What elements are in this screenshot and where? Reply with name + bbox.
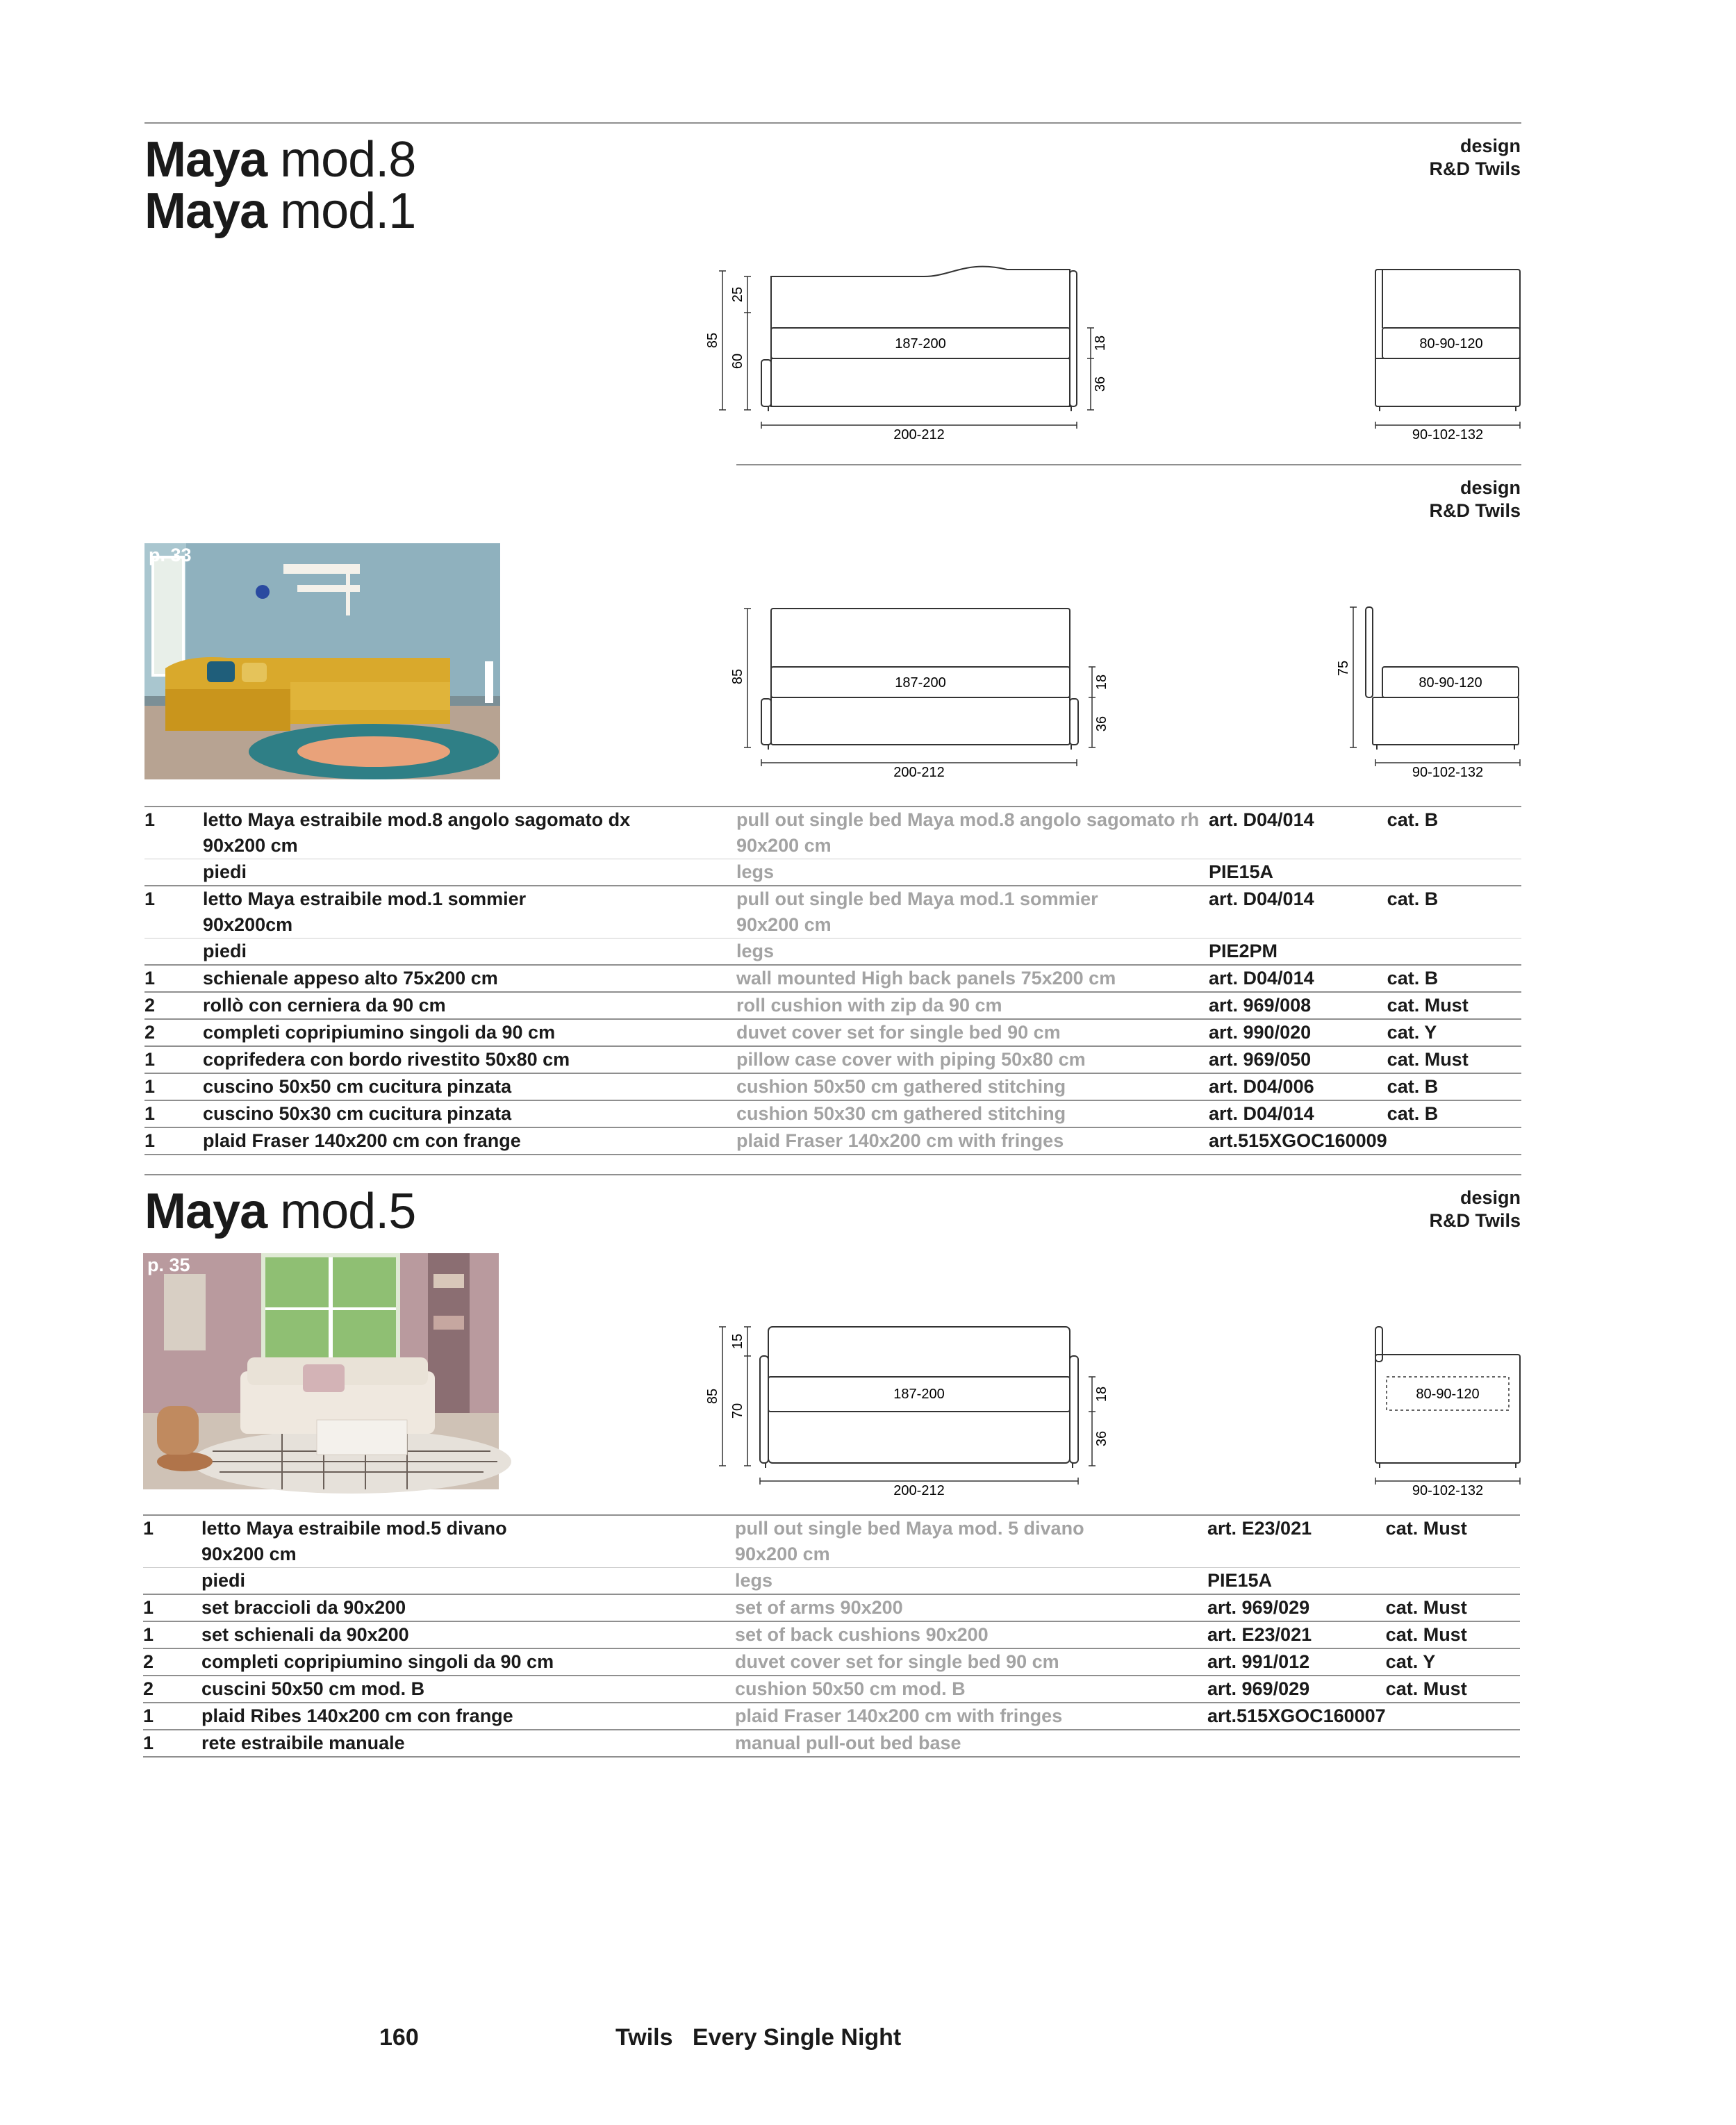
cell-cat: cat. Must bbox=[1386, 1515, 1520, 1541]
mod1-side-drawing bbox=[1336, 602, 1528, 782]
cell-it: cuscino 50x50 cm cucitura pinzata bbox=[203, 1073, 736, 1100]
cell-cat: cat. Must bbox=[1387, 992, 1521, 1019]
dim-side-inner-width: 80-90-120 bbox=[1416, 1387, 1480, 1402]
table-row bbox=[144, 859, 1521, 886]
cell-qty: 1 bbox=[143, 1730, 201, 1757]
cell-art: PIE15A bbox=[1207, 1568, 1386, 1595]
cell-cat: cat. B bbox=[1387, 886, 1521, 912]
cell-art: PIE15A bbox=[1209, 859, 1387, 886]
cell-art: art. D04/014 bbox=[1209, 965, 1387, 992]
dim-outer-width: 200-212 bbox=[893, 765, 945, 780]
cell-it: letto Maya estraibile mod.1 sommier bbox=[203, 886, 736, 912]
cell-art: art. D04/014 bbox=[1209, 1100, 1387, 1127]
cell-it: coprifedera con bordo rivestito 50x80 cm bbox=[203, 1046, 736, 1073]
table-row bbox=[143, 1703, 1520, 1730]
cell-qty: 1 bbox=[144, 1046, 203, 1073]
cell-cat: cat. B bbox=[1387, 1073, 1521, 1100]
spec-table-mod8-mod1 bbox=[144, 806, 1521, 1155]
cell-art: art. 969/029 bbox=[1207, 1594, 1386, 1621]
dim-h-top: 15 bbox=[730, 1333, 745, 1350]
cell-it: rollò con cerniera da 90 cm bbox=[203, 992, 736, 1019]
cell-art: art. D04/014 bbox=[1209, 886, 1387, 912]
cell-cat bbox=[1386, 1730, 1520, 1757]
table-row bbox=[144, 886, 1521, 912]
cell-en: pull out single bed Maya mod. 5 divano bbox=[735, 1515, 1207, 1541]
dim-side-inner-width: 80-90-120 bbox=[1419, 675, 1482, 691]
cell-cat bbox=[1386, 1568, 1520, 1595]
cell-en: 90x200 cm bbox=[736, 914, 832, 935]
table-row bbox=[143, 1541, 1520, 1568]
cell-qty: 1 bbox=[143, 1594, 201, 1621]
cell-art: art. E23/021 bbox=[1207, 1515, 1386, 1541]
footer-brand bbox=[615, 2024, 901, 2051]
cell-en: manual pull-out bed base bbox=[735, 1730, 1207, 1757]
cell-art bbox=[1207, 1541, 1386, 1568]
mod5-front-drawing bbox=[702, 1320, 1118, 1500]
cell-en: 90x200 cm bbox=[736, 835, 832, 856]
dim-h-base: 36 bbox=[1093, 376, 1108, 392]
page-title-mod5: Maya mod.5 bbox=[144, 1184, 416, 1239]
cell-it: piedi bbox=[201, 1568, 735, 1595]
table-row bbox=[143, 1621, 1520, 1648]
cell-it: piedi bbox=[203, 859, 736, 886]
design-credit-2 bbox=[1312, 477, 1521, 522]
cell-en: legs bbox=[736, 939, 1209, 966]
design-name: R&D Twils bbox=[1429, 500, 1521, 521]
cell-cat: cat. Must bbox=[1386, 1676, 1520, 1703]
cell-cat: cat. B bbox=[1387, 1100, 1521, 1127]
top-rule bbox=[144, 122, 1521, 124]
dim-side-outer-width: 90-102-132 bbox=[1412, 427, 1484, 443]
dim-h-total: 85 bbox=[730, 668, 745, 685]
table-row bbox=[143, 1515, 1520, 1541]
cell-it: completi copripiumino singoli da 90 cm bbox=[203, 1019, 736, 1046]
cell-qty: 1 bbox=[144, 1127, 203, 1155]
table-row bbox=[144, 1100, 1521, 1127]
section2-rule bbox=[144, 1174, 1521, 1175]
dim-outer-width: 200-212 bbox=[893, 1483, 945, 1498]
page-title-mod8: Maya mod.8 bbox=[144, 132, 416, 188]
cell-qty bbox=[143, 1568, 201, 1595]
cell-it: set braccioli da 90x200 bbox=[201, 1594, 735, 1621]
cell-qty: 1 bbox=[143, 1703, 201, 1730]
cell-it: set schienali da 90x200 bbox=[201, 1621, 735, 1648]
spec-table-mod5 bbox=[143, 1514, 1520, 1758]
cell-it: letto Maya estraibile mod.8 angolo sagomato dx bbox=[203, 807, 736, 833]
livingroom-photo-illustration bbox=[143, 1253, 499, 1489]
cell-cat: cat. Must bbox=[1387, 1046, 1521, 1073]
dim-h-mattress: 18 bbox=[1094, 1386, 1109, 1403]
cell-cat bbox=[1387, 912, 1521, 939]
cell-en: legs bbox=[735, 1568, 1207, 1595]
table-row bbox=[143, 1676, 1520, 1703]
cell-cat bbox=[1387, 833, 1521, 859]
page-number: 160 bbox=[379, 2024, 419, 2051]
cell-qty: 1 bbox=[144, 1100, 203, 1127]
cell-it: 90x200 cm bbox=[203, 835, 298, 856]
table-row bbox=[143, 1594, 1520, 1621]
collection-name: Every Single Night bbox=[692, 2024, 902, 2051]
dim-inner-width: 187-200 bbox=[895, 675, 946, 691]
cell-art: art. 969/008 bbox=[1209, 992, 1387, 1019]
photo-page-ref: p. 33 bbox=[149, 545, 192, 565]
mod8-front-drawing bbox=[702, 264, 1118, 445]
dim-h-seat: 60 bbox=[730, 353, 745, 370]
cell-qty: 2 bbox=[143, 1676, 201, 1703]
table-row bbox=[144, 1073, 1521, 1100]
dim-inner-width: 187-200 bbox=[895, 336, 946, 352]
cell-cat bbox=[1386, 1703, 1520, 1730]
cell-qty bbox=[144, 859, 203, 886]
cell-cat: cat. Must bbox=[1386, 1621, 1520, 1648]
cell-it: cuscino 50x30 cm cucitura pinzata bbox=[203, 1100, 736, 1127]
design-label: design bbox=[1460, 135, 1521, 156]
cell-cat bbox=[1387, 859, 1521, 886]
dim-h-total: 85 bbox=[705, 1388, 720, 1405]
cell-art: art.515XGOC160007 bbox=[1207, 1703, 1386, 1730]
cell-cat bbox=[1387, 939, 1521, 966]
cell-it: 90x200cm bbox=[203, 914, 293, 935]
cell-en: plaid Fraser 140x200 cm with fringes bbox=[736, 1127, 1209, 1155]
cell-art: art. 991/012 bbox=[1207, 1648, 1386, 1676]
cell-qty bbox=[144, 833, 203, 859]
table-row bbox=[143, 1568, 1520, 1595]
cell-qty bbox=[143, 1541, 201, 1568]
cell-en: cushion 50x30 cm gathered stitching bbox=[736, 1100, 1209, 1127]
cell-en: cushion 50x50 cm mod. B bbox=[735, 1676, 1207, 1703]
dim-h-mattress: 18 bbox=[1094, 674, 1109, 691]
cell-art: art. E23/021 bbox=[1207, 1621, 1386, 1648]
cell-art bbox=[1209, 833, 1387, 859]
table-row bbox=[144, 807, 1521, 833]
cell-qty: 1 bbox=[144, 807, 203, 833]
cell-art: PIE2PM bbox=[1209, 939, 1387, 966]
dim-side-outer-width: 90-102-132 bbox=[1412, 1483, 1484, 1498]
table-row bbox=[143, 1730, 1520, 1757]
dim-inner-width: 187-200 bbox=[893, 1387, 945, 1402]
cell-qty: 1 bbox=[144, 1073, 203, 1100]
cell-it: plaid Fraser 140x200 cm con frange bbox=[203, 1127, 736, 1155]
table-row bbox=[144, 1019, 1521, 1046]
mid-rule bbox=[736, 464, 1521, 465]
mod1-front-drawing bbox=[702, 602, 1118, 782]
design-label: design bbox=[1460, 1187, 1521, 1208]
cell-qty: 2 bbox=[143, 1648, 201, 1676]
cell-art: art. 969/029 bbox=[1207, 1676, 1386, 1703]
cell-en: plaid Fraser 140x200 cm with fringes bbox=[735, 1703, 1207, 1730]
photo-page-ref: p. 35 bbox=[147, 1255, 190, 1275]
table-row bbox=[143, 1648, 1520, 1676]
product-photo-mod5 bbox=[143, 1253, 499, 1489]
cell-en: cushion 50x50 cm gathered stitching bbox=[736, 1073, 1209, 1100]
dim-side-outer-width: 90-102-132 bbox=[1412, 765, 1484, 780]
cell-it: letto Maya estraibile mod.5 divano bbox=[201, 1515, 735, 1541]
design-credit bbox=[1312, 135, 1521, 181]
mod8-side-drawing bbox=[1362, 264, 1528, 445]
cell-it: 90x200 cm bbox=[201, 1544, 297, 1564]
cell-qty: 2 bbox=[144, 1019, 203, 1046]
dim-h-base: 36 bbox=[1094, 1430, 1109, 1447]
design-credit-3 bbox=[1312, 1186, 1521, 1232]
table-row bbox=[144, 1046, 1521, 1073]
cell-en: pull out single bed Maya mod.8 angolo sagomato rh bbox=[736, 807, 1209, 833]
cell-cat: cat. Y bbox=[1386, 1648, 1520, 1676]
table-row bbox=[144, 965, 1521, 992]
cell-qty: 1 bbox=[144, 886, 203, 912]
design-label: design bbox=[1460, 477, 1521, 498]
cell-qty: 1 bbox=[143, 1515, 201, 1541]
cell-cat: cat. B bbox=[1387, 965, 1521, 992]
product-photo-mod8 bbox=[144, 543, 500, 779]
cell-cat: cat. Must bbox=[1386, 1594, 1520, 1621]
cell-it: completi copripiumino singoli da 90 cm bbox=[201, 1648, 735, 1676]
cell-en: set of back cushions 90x200 bbox=[735, 1621, 1207, 1648]
cell-cat bbox=[1386, 1541, 1520, 1568]
cell-art: art. 969/050 bbox=[1209, 1046, 1387, 1073]
dim-outer-width: 200-212 bbox=[893, 427, 945, 443]
dim-h-back: 75 bbox=[1336, 660, 1351, 677]
cell-en: duvet cover set for single bed 90 cm bbox=[736, 1019, 1209, 1046]
cell-en: legs bbox=[736, 859, 1209, 886]
table-row bbox=[144, 939, 1521, 966]
cell-art bbox=[1207, 1730, 1386, 1757]
cell-cat: cat. Y bbox=[1387, 1019, 1521, 1046]
dim-h-seat: 70 bbox=[730, 1403, 745, 1419]
cell-qty: 1 bbox=[143, 1621, 201, 1648]
table-row bbox=[144, 912, 1521, 939]
cell-qty bbox=[144, 939, 203, 966]
dim-h-top: 25 bbox=[730, 286, 745, 303]
cell-cat: cat. B bbox=[1387, 807, 1521, 833]
brand-name: Twils bbox=[615, 2024, 673, 2051]
table-row bbox=[144, 833, 1521, 859]
cell-qty: 2 bbox=[144, 992, 203, 1019]
cell-en: roll cushion with zip da 90 cm bbox=[736, 992, 1209, 1019]
cell-it: rete estraibile manuale bbox=[201, 1730, 735, 1757]
mod5-side-drawing bbox=[1362, 1320, 1528, 1500]
dim-h-mattress: 18 bbox=[1093, 335, 1108, 352]
table-row bbox=[144, 992, 1521, 1019]
cell-art: art. D04/014 bbox=[1209, 807, 1387, 833]
cell-en: wall mounted High back panels 75x200 cm bbox=[736, 965, 1209, 992]
cell-it: schienale appeso alto 75x200 cm bbox=[203, 965, 736, 992]
dim-h-total: 85 bbox=[705, 332, 720, 349]
design-name: R&D Twils bbox=[1429, 1210, 1521, 1231]
cell-cat bbox=[1387, 1127, 1521, 1155]
cell-en: 90x200 cm bbox=[735, 1544, 830, 1564]
cell-en: pull out single bed Maya mod.1 sommier bbox=[736, 886, 1209, 912]
cell-en: set of arms 90x200 bbox=[735, 1594, 1207, 1621]
cell-it: plaid Ribes 140x200 cm con frange bbox=[201, 1703, 735, 1730]
dim-side-inner-width: 80-90-120 bbox=[1419, 336, 1483, 352]
cell-qty: 1 bbox=[144, 965, 203, 992]
design-name: R&D Twils bbox=[1429, 158, 1521, 179]
cell-art bbox=[1209, 912, 1387, 939]
table-row bbox=[144, 1127, 1521, 1155]
cell-it: cuscini 50x50 cm mod. B bbox=[201, 1676, 735, 1703]
page-title-mod1: Maya mod.1 bbox=[144, 183, 416, 239]
cell-it: piedi bbox=[203, 939, 736, 966]
cell-art: art. D04/006 bbox=[1209, 1073, 1387, 1100]
cell-qty bbox=[144, 912, 203, 939]
cell-art: art. 990/020 bbox=[1209, 1019, 1387, 1046]
cell-en: pillow case cover with piping 50x80 cm bbox=[736, 1046, 1209, 1073]
dim-h-base: 36 bbox=[1094, 716, 1109, 732]
cell-en: duvet cover set for single bed 90 cm bbox=[735, 1648, 1207, 1676]
cell-art: art.515XGOC160009 bbox=[1209, 1127, 1387, 1155]
bedroom-photo-illustration bbox=[144, 543, 500, 779]
